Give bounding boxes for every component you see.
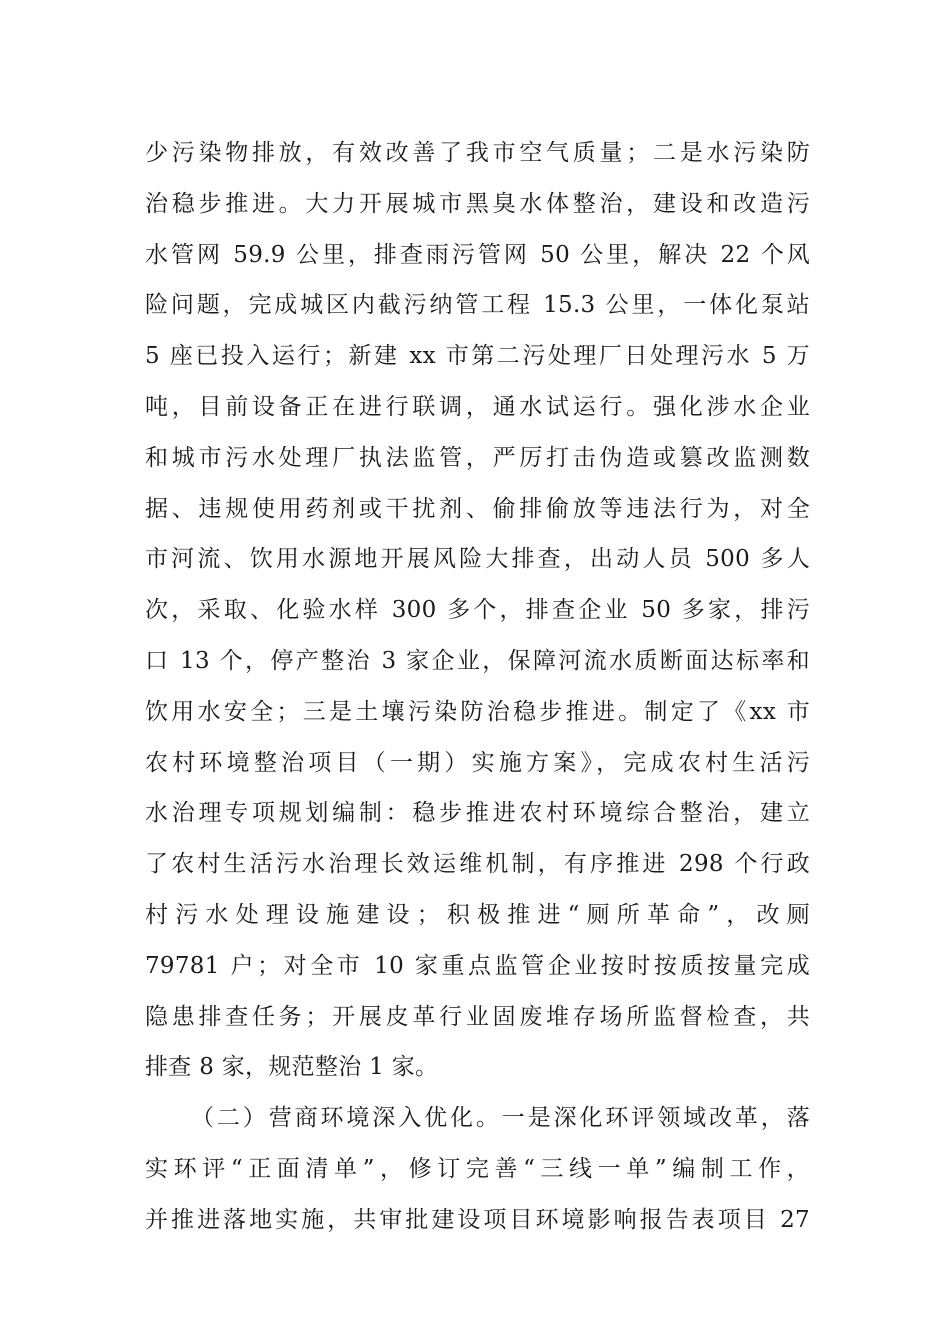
section-heading-line: （二）营商环境深入优化。一是深化环评领域改革，落 xyxy=(191,1105,810,1132)
text-line: 和城市污水处理厂执法监管，严厉打击伪造或篡改监测数 xyxy=(145,444,810,471)
text-line: 治稳步推进。大力开展城市黑臭水体整治，建设和改造污 xyxy=(145,190,810,217)
paragraph-end-line: 排查 8 家，规范整治 1 家。 xyxy=(145,1054,439,1081)
text-line: 村污水处理设施建设；积极推进“厕所革命”，改厕 xyxy=(145,901,810,928)
text-line: 次，采取、化验水样 300 多个，排查企业 50 多家，排污 xyxy=(145,597,810,624)
text-line: 水治理专项规划编制：稳步推进农村环境综合整治，建立 xyxy=(145,800,810,827)
text-line: 并推进落地实施，共审批建设项目环境影响报告表项目 27 xyxy=(145,1206,810,1233)
text-line: 吨，目前设备正在进行联调，通水试运行。强化涉水企业 xyxy=(145,393,810,420)
text-line: 隐患排查任务；开展皮革行业固废堆存场所监督检查，共 xyxy=(145,1003,810,1030)
text-line: 市河流、饮用水源地开展风险大排查，出动人员 500 多人 xyxy=(145,546,810,573)
text-line: 据、违规使用药剂或干扰剂、偷排偷放等违法行为，对全 xyxy=(145,495,810,522)
text-line: 了农村生活污水治理长效运维机制，有序推进 298 个行政 xyxy=(145,851,810,878)
body-text xyxy=(145,128,810,1246)
text-line: 农村环境整治项目（一期）实施方案》，完成农村生活污 xyxy=(145,749,810,776)
text-line: 5 座已投入运行；新建 xx 市第二污处理厂日处理污水 5 万 xyxy=(145,343,810,370)
text-line: 少污染物排放，有效改善了我市空气质量；二是水污染防 xyxy=(145,140,810,166)
text-line: 79781 户；对全市 10 家重点监管企业按时按质按量完成 xyxy=(145,952,810,979)
text-line: 口 13 个，停产整治 3 家企业，保障河流水质断面达标率和 xyxy=(145,647,810,674)
text-line: 水管网 59.9 公里，排查雨污管网 50 公里，解决 22 个风 xyxy=(145,241,810,268)
text-line: 险问题，完成城区内截污纳管工程 15.3 公里，一体化泵站 xyxy=(145,292,810,319)
text-line: 饮用水安全；三是土壤污染防治稳步推进。制定了《xx 市 xyxy=(145,698,810,725)
text-line: 实环评“正面清单”，修订完善“三线一单”编制工作， xyxy=(145,1155,810,1182)
